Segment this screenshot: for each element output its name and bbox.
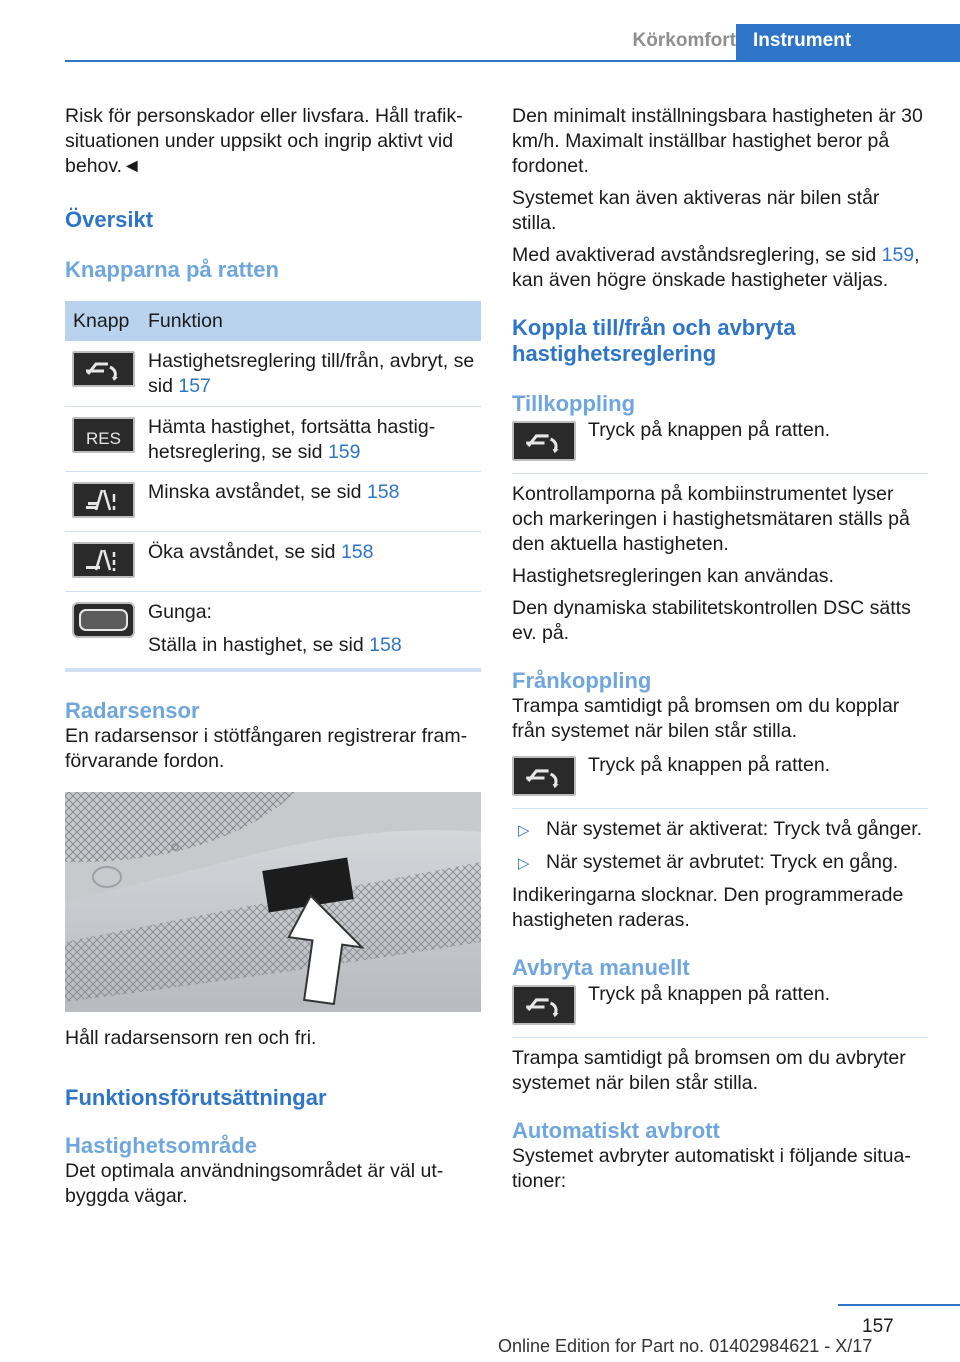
page-ref-link[interactable]: 159	[881, 244, 915, 266]
table-row	[65, 591, 481, 670]
instruction-row	[512, 421, 928, 465]
res-label: RES	[86, 428, 121, 448]
activation-text: Den dynamiska stabilitetskontrollen DSC sätts ev. på.	[512, 597, 911, 644]
instruction-row	[512, 756, 928, 800]
page-ref-link[interactable]: 159	[327, 440, 361, 463]
footer-line	[838, 1304, 960, 1306]
left-column	[65, 104, 481, 1216]
cruise-control-icon	[512, 985, 576, 1025]
table-header-row	[65, 301, 481, 341]
table-row	[65, 531, 481, 591]
header-bar	[65, 24, 960, 62]
page-ref-link[interactable]: 158	[369, 633, 402, 656]
cruise-control-icon	[512, 421, 576, 461]
press-instruction: Tryck på knappen på ratten.	[588, 754, 831, 776]
buttons-table	[65, 301, 481, 672]
deactivation-text: Trampa samtidigt på bromsen om du kopplar från systemet när bilen står stilla.	[512, 695, 900, 742]
table-row	[65, 341, 481, 406]
radar-caption: Håll radarsensorn ren och fri.	[65, 1026, 317, 1049]
auto-cancel-text: Systemet avbryter automatiskt i följande situationer:	[512, 1145, 911, 1192]
distance-decrease-icon	[72, 482, 135, 518]
row-text: Ställa in hastighet, se sid	[148, 633, 370, 656]
activation-text: Hastighetsregleringen kan användas.	[512, 565, 834, 587]
divider	[512, 808, 928, 809]
rocker-switch-icon	[72, 602, 135, 638]
warning-text: Risk för personskador eller livsfara. Håll trafiksituationen under uppsikt och ingrip aktivt vid behov.◄	[65, 105, 463, 177]
deactivation-result: Indikeringarna slocknar. Den programmerade hastigheten raderas.	[512, 884, 904, 931]
row-text: Minska avståndet, se sid	[148, 480, 367, 503]
heading-deactivation: Frånkoppling	[512, 668, 652, 693]
activation-text: Kontrollamporna på kombiinstrumentet lyser och markeringen i hastighetsmätaren ställs på den aktuella hastigheten.	[512, 483, 910, 555]
deactivation-steps	[512, 817, 928, 875]
triangle-bullet-icon: ▷	[518, 855, 530, 872]
radar-text: En radarsensor i stötfångaren registrerar framförvarande fordon.	[65, 724, 468, 772]
cruise-control-icon	[512, 756, 576, 796]
page-ref-link[interactable]: 158	[366, 480, 400, 503]
heading-activation: Tillkoppling	[512, 391, 636, 416]
min-speed-text: Den minimalt inställningsbara hastigheten är 30 km/h. Maximalt inställbar hastighet beror på fordonet.	[512, 105, 923, 177]
heading-radar: Radarsensor	[65, 697, 200, 723]
cruise-control-icon	[72, 351, 135, 387]
table-row	[65, 406, 481, 471]
row-text: Hämta hastighet, fortsätta hastighetsreglering, se sid	[148, 415, 436, 463]
triangle-bullet-icon: ▷	[518, 822, 530, 839]
list-item: ▷ När systemet är aktiverat: Tryck två gånger.	[512, 817, 928, 842]
distance-off-text: Med avaktiverad avståndsreglering, se sid 159, kan även högre önskade hastigheter väljas.	[512, 244, 920, 291]
tab-korkomfort[interactable]: Körkomfort	[632, 30, 736, 51]
heading-overview: Översikt	[65, 207, 154, 232]
col-header-button: Knapp	[65, 301, 148, 341]
cancel-text: Trampa samtidigt på bromsen om du avbryter systemet när bilen står stilla.	[512, 1047, 906, 1094]
row-text: Hastighetsreglering till/från, avbryt, se sid	[148, 350, 475, 397]
tab-instrument[interactable]: Instrument	[736, 24, 960, 62]
table-row	[65, 471, 481, 531]
press-instruction: Tryck på knappen på ratten.	[588, 983, 831, 1005]
page-ref-link[interactable]: 158	[340, 540, 374, 563]
heading-toggle: Koppla till/från och avbryta hastighetsreglering	[512, 315, 796, 366]
page-number: 157	[862, 1316, 894, 1337]
col-header-function: Funktion	[148, 301, 481, 341]
radar-sensor-photo	[65, 792, 481, 1012]
row-text: Öka avståndet, se sid	[148, 540, 341, 563]
edition-text: Online Edition for Part no. 01402984621 - X/17	[498, 1336, 873, 1356]
heading-conditions: Funktionsförutsättningar	[65, 1084, 327, 1110]
heading-buttons: Knapparna på ratten	[65, 257, 279, 282]
heading-manual-cancel: Avbryta manuellt	[512, 955, 690, 980]
res-button-icon	[72, 417, 135, 453]
distance-increase-icon	[72, 542, 135, 578]
heading-auto-cancel: Automatiskt avbrott	[512, 1118, 720, 1143]
heading-speed-range: Hastighetsområde	[65, 1132, 257, 1158]
instruction-row	[512, 985, 928, 1029]
divider	[512, 1037, 928, 1038]
list-item: ▷ När systemet är avbrutet: Tryck en gång.	[512, 850, 928, 875]
divider	[512, 473, 928, 474]
page-ref-link[interactable]: 157	[178, 375, 211, 397]
press-instruction: Tryck på knappen på ratten.	[588, 419, 831, 441]
speed-range-text: Det optimala användningsområdet är väl utbyggda vägar.	[65, 1159, 444, 1207]
right-column	[512, 104, 928, 1201]
row-text: Gunga:	[148, 600, 212, 623]
standstill-text: Systemet kan även aktiveras när bilen står stilla.	[512, 187, 880, 234]
